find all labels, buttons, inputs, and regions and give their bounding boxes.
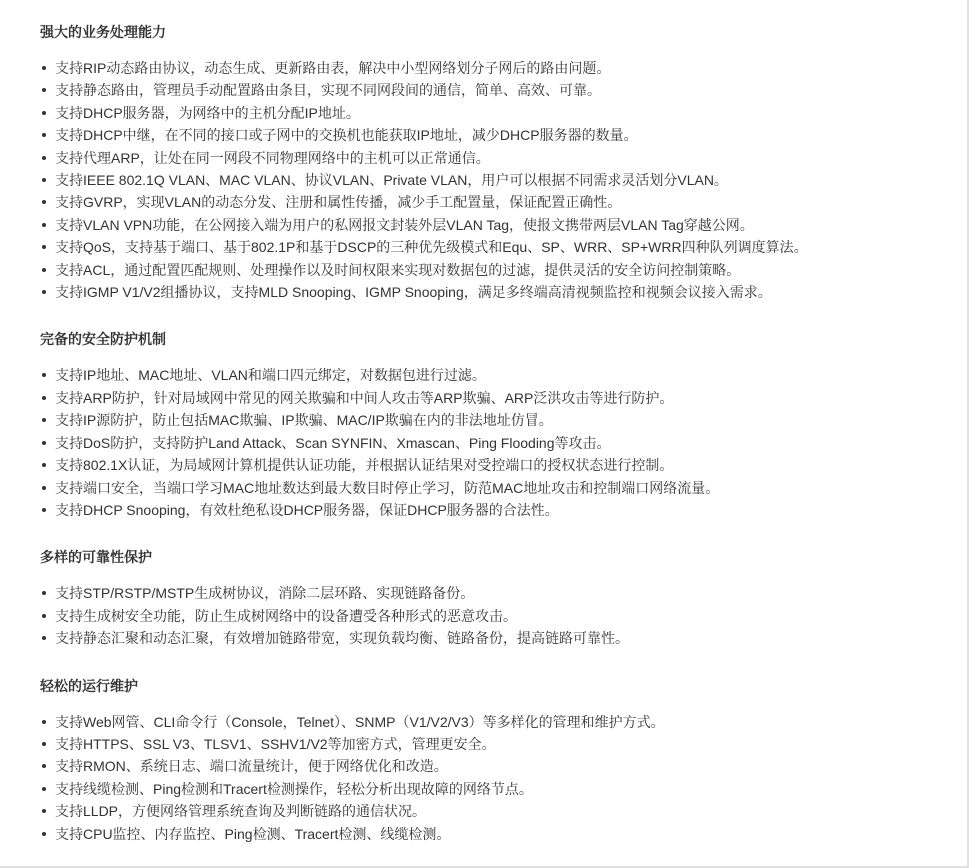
section-heading: 多样的可靠性保护: [40, 549, 152, 566]
feature-item: 支持IP源防护，防止包括MAC欺骗、IP欺骗、MAC/IP欺骗在内的非法地址仿冒。: [40, 409, 937, 431]
section-reliability: [40, 546, 937, 649]
feature-list: [40, 57, 937, 303]
section-heading: 强大的业务处理能力: [40, 24, 166, 40]
feature-item: 支持代理ARP，让处在同一网段不同物理网络中的主机可以正常通信。: [40, 147, 937, 169]
feature-list: [40, 364, 937, 521]
feature-item: 支持DHCP中继，在不同的接口或子网中的交换机也能获取IP地址，减少DHCP服务器的数量。: [40, 124, 937, 146]
feature-item: 支持DoS防护，支持防护Land Attack、Scan SYNFIN、Xmascan、Ping Flooding等攻击。: [40, 432, 937, 454]
feature-list: [40, 711, 937, 845]
feature-item: 支持IP地址、MAC地址、VLAN和端口四元绑定，对数据包进行过滤。: [40, 364, 937, 386]
section-business-capability: [40, 21, 937, 303]
feature-item: 支持IGMP V1/V2组播协议，支持MLD Snooping、IGMP Snooping，满足多终端高清视频监控和视频会议接入需求。: [40, 281, 937, 303]
feature-item: 支持IEEE 802.1Q VLAN、MAC VLAN、协议VLAN、Private VLAN，用户可以根据不同需求灵活划分VLAN。: [40, 169, 937, 191]
feature-item: 支持静态路由，管理员手动配置路由条目，实现不同网段间的通信，简单、高效、可靠。: [40, 79, 937, 101]
feature-item: 支持HTTPS、SSL V3、TLSV1、SSHV1/V2等加密方式，管理更安全。: [40, 733, 937, 755]
feature-item: 支持802.1X认证，为局域网计算机提供认证功能，并根据认证结果对受控端口的授权状态进行控制。: [40, 454, 937, 476]
feature-item: 支持Web网管、CLI命令行（Console，Telnet）、SNMP（V1/V2/V3）等多样化的管理和维护方式。: [40, 711, 937, 733]
section-heading: 轻松的运行维护: [40, 677, 138, 694]
section-security-protection: [40, 328, 937, 521]
feature-item: 支持RIP动态路由协议，动态生成、更新路由表，解决中小型网络划分子网后的路由问题。: [40, 57, 937, 79]
feature-item: 支持ARP防护，针对局域网中常见的网关欺骗和中间人攻击等ARP欺骗、ARP泛洪攻击等进行防护。: [40, 387, 937, 409]
section-heading: 完备的安全防护机制: [40, 331, 166, 348]
section-maintenance: [40, 675, 937, 845]
feature-item: 支持QoS，支持基于端口、基于802.1P和基于DSCP的三种优先级模式和Equ、SP、WRR、SP+WRR四种队列调度算法。: [40, 236, 937, 258]
feature-item: 支持CPU监控、内存监控、Ping检测、Tracert检测、线缆检测。: [40, 823, 937, 845]
feature-list: [40, 582, 937, 649]
feature-item: 支持VLAN VPN功能，在公网接入端为用户的私网报文封装外层VLAN Tag，使报文携带两层VLAN Tag穿越公网。: [40, 214, 937, 236]
feature-item: 支持生成树安全功能，防止生成树网络中的设备遭受各种形式的恶意攻击。: [40, 605, 937, 627]
feature-item: 支持DHCP Snooping，有效杜绝私设DHCP服务器，保证DHCP服务器的合法性。: [40, 499, 937, 521]
feature-item: 支持线缆检测、Ping检测和Tracert检测操作，轻松分析出现故障的网络节点。: [40, 778, 937, 800]
feature-item: 支持GVRP，实现VLAN的动态分发、注册和属性传播，减少手工配置量，保证配置正确性。: [40, 191, 937, 213]
feature-item: 支持静态汇聚和动态汇聚，有效增加链路带宽，实现负载均衡、链路备份，提高链路可靠性。: [40, 627, 937, 649]
feature-item: 支持DHCP服务器，为网络中的主机分配IP地址。: [40, 102, 937, 124]
feature-item: 支持LLDP，方便网络管理系统查询及判断链路的通信状况。: [40, 800, 937, 822]
feature-item: 支持ACL，通过配置匹配规则、处理操作以及时间权限来实现对数据包的过滤，提供灵活的安全访问控制策略。: [40, 259, 937, 281]
feature-item: 支持RMON、系统日志、端口流量统计，便于网络优化和改造。: [40, 755, 937, 777]
feature-item: 支持端口安全，当端口学习MAC地址数达到最大数目时停止学习，防范MAC地址攻击和控制端口网络流量。: [40, 477, 937, 499]
feature-item: 支持STP/RSTP/MSTP生成树协议，消除二层环路、实现链路备份。: [40, 582, 937, 604]
